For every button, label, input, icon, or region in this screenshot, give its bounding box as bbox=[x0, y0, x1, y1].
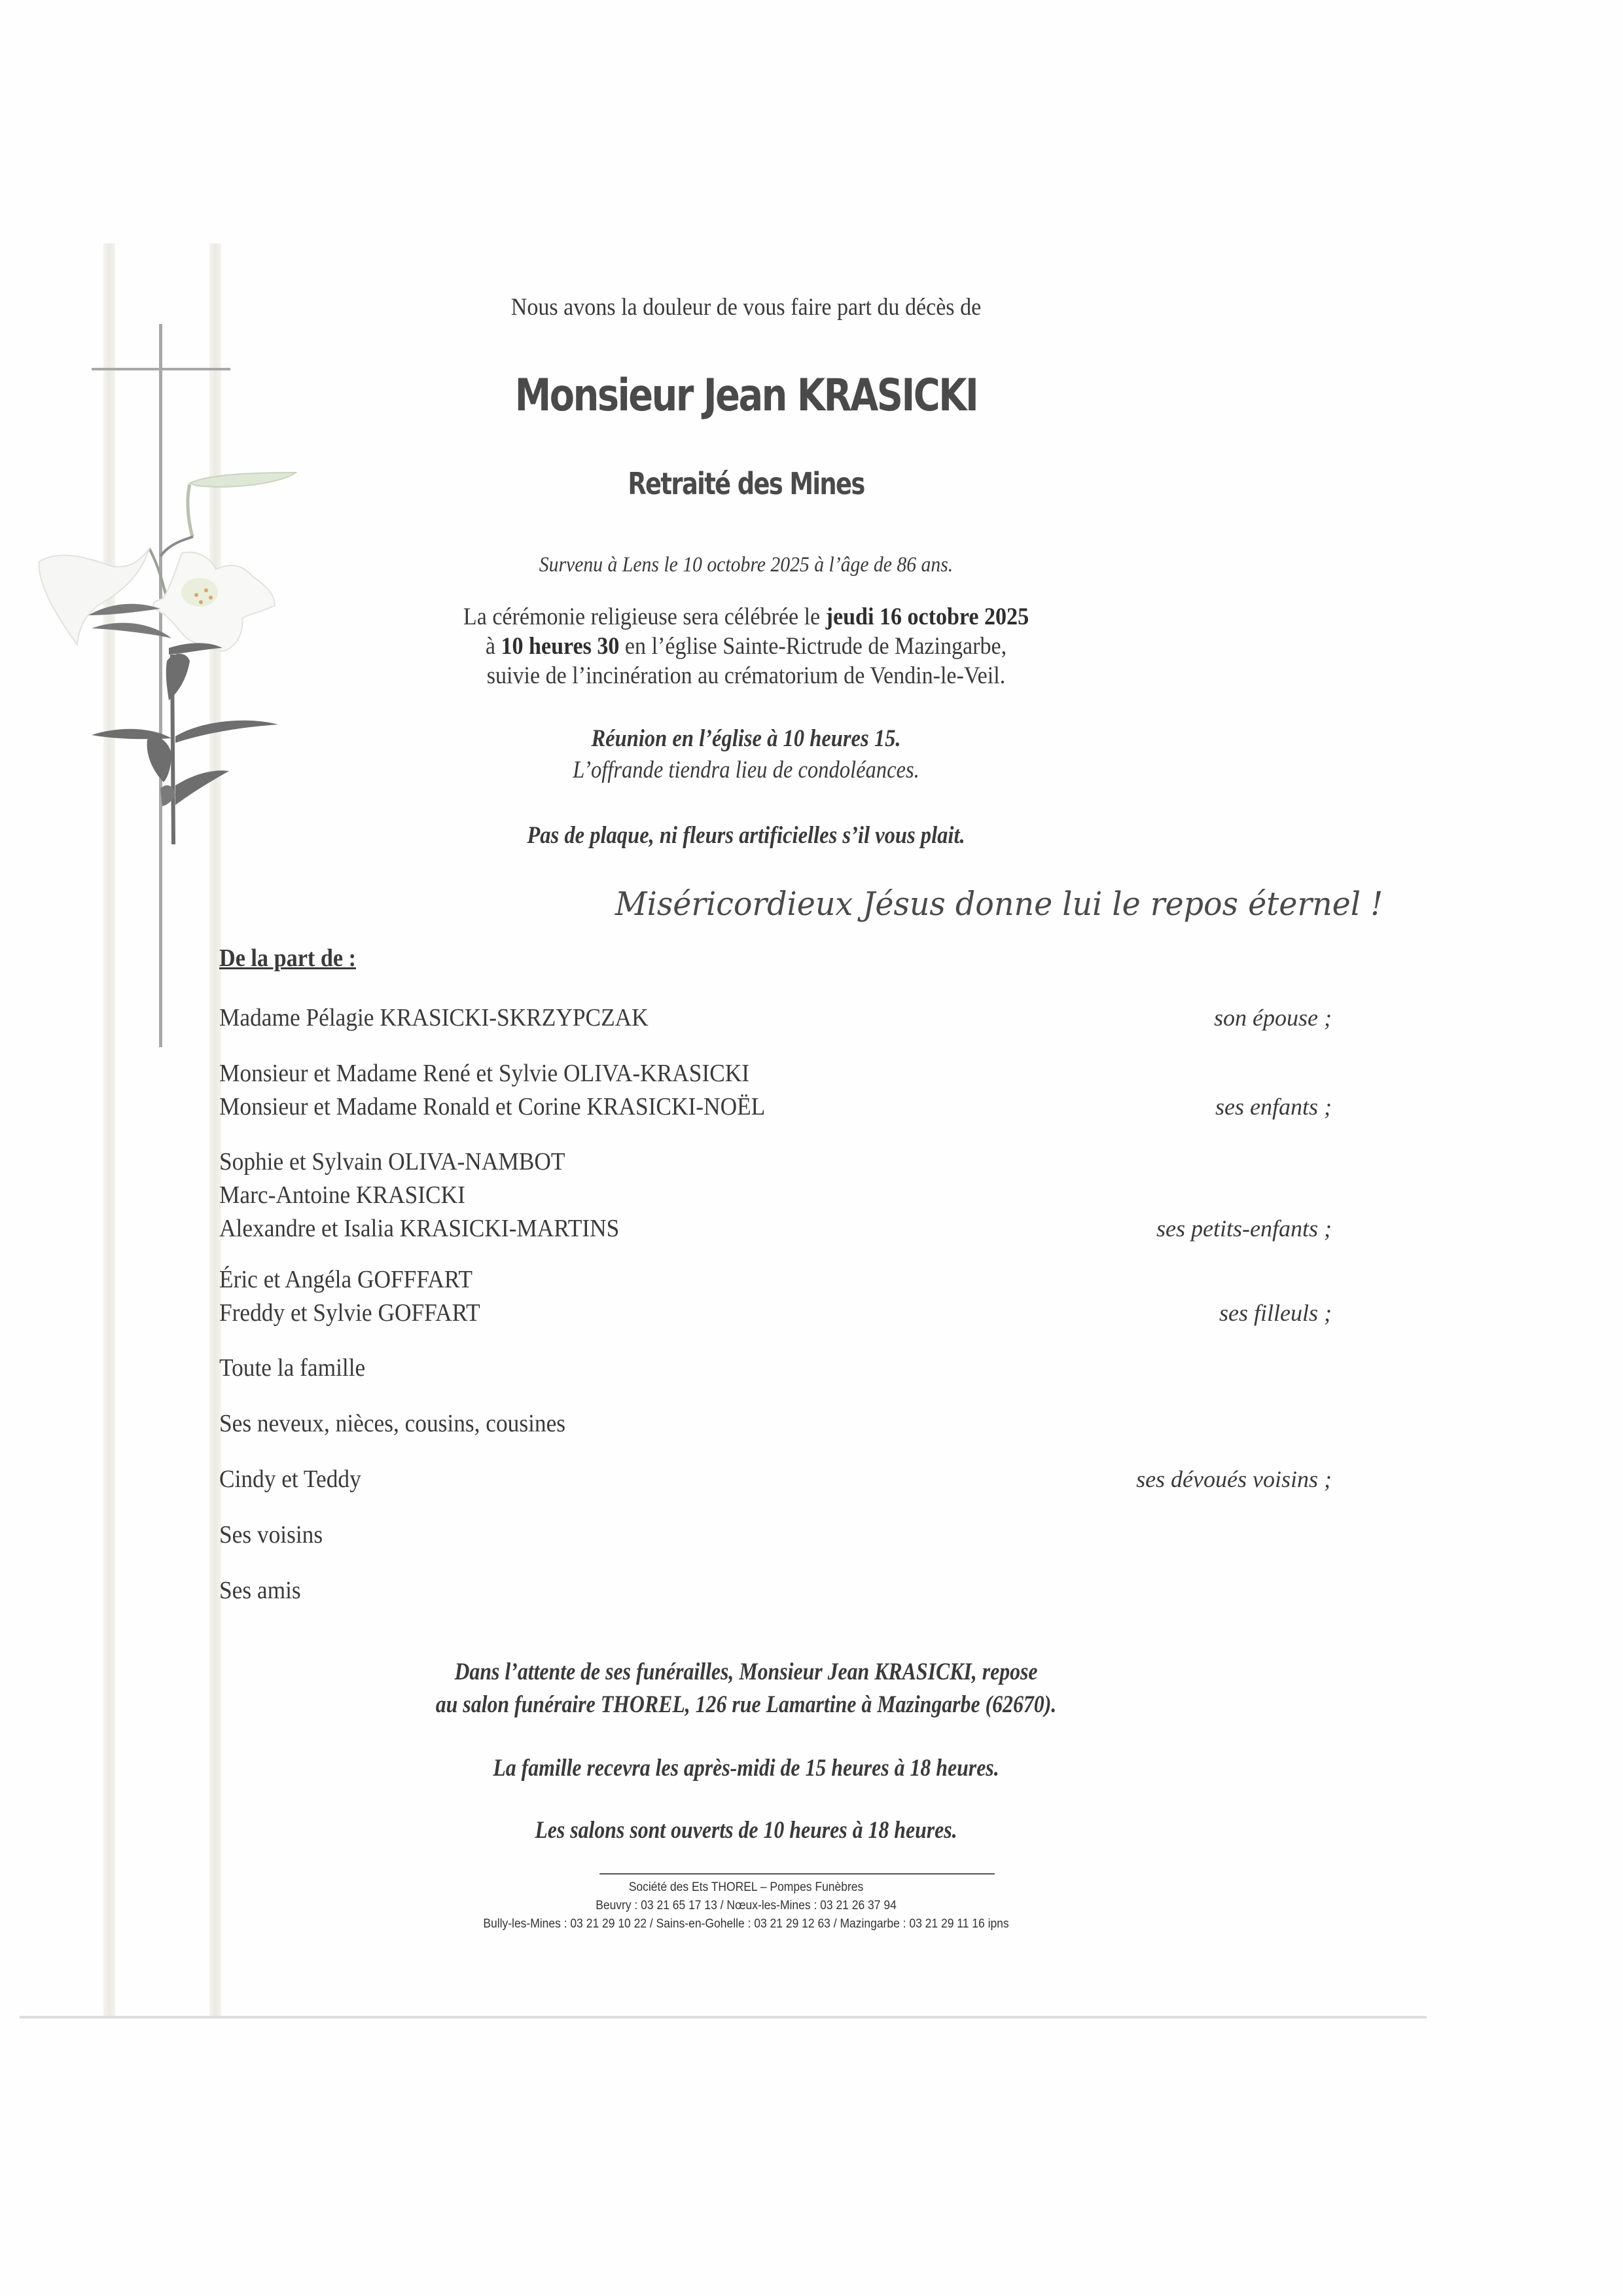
family-group bbox=[219, 1518, 1332, 1552]
family-member: Alexandre et Isalia KRASICKI-MARTINS bbox=[219, 1215, 620, 1242]
family-group bbox=[219, 1057, 1332, 1124]
family-visit-hours: La famille recevra les après-midi de 15 heures à 18 heures. bbox=[493, 1755, 999, 1782]
funeral-home-phones-2: Bully-les-Mines : 03 21 29 10 22 / Sains-en-Gohelle : 03 21 29 12 63 / Mazingarbe : 03 21 29 11 16 ipns bbox=[483, 1917, 1009, 1931]
no-plaque-note: Pas de plaque, ni fleurs artificielles s’il vous plait. bbox=[527, 822, 965, 849]
viewing-line-1: Dans l’attente de ses funérailles, Monsieur Jean KRASICKI, repose bbox=[454, 1659, 1038, 1685]
family-member: Sophie et Sylvain OLIVA-NAMBOT bbox=[219, 1148, 565, 1175]
family-member: Ses neveux, nièces, cousins, cousines bbox=[219, 1410, 566, 1437]
family-member: Ses voisins bbox=[219, 1521, 323, 1549]
intro-text: Nous avons la douleur de vous faire part du décès de bbox=[510, 294, 982, 321]
family-group bbox=[219, 1574, 1332, 1607]
family-member: Cindy et Teddy bbox=[219, 1465, 361, 1493]
reunion-note: Réunion en l’église à 10 heures 15. bbox=[591, 725, 901, 752]
funeral-home-footer bbox=[60, 1878, 1433, 1933]
ceremony-location: en l’église Sainte-Rictrude de Mazingarbe, bbox=[619, 633, 1007, 660]
profession: Retraité des Mines bbox=[628, 466, 865, 501]
family-group bbox=[219, 1463, 1332, 1496]
offering-note: L’offrande tiendra lieu de condoléances. bbox=[573, 757, 919, 783]
ceremony-details bbox=[60, 602, 1433, 691]
from-heading: De la part de : bbox=[219, 944, 356, 972]
footer-divider bbox=[599, 1873, 995, 1874]
family-group bbox=[219, 1263, 1332, 1330]
ceremony-text: La cérémonie religieuse sera célébrée le bbox=[463, 603, 826, 630]
family-member: Marc-Antoine KRASICKI bbox=[219, 1181, 465, 1209]
prayer-text: Miséricordieux Jésus donne lui le repos éternel ! bbox=[615, 885, 1383, 923]
family-group bbox=[219, 1407, 1332, 1441]
family-group bbox=[219, 1145, 1332, 1246]
deceased-name: Monsieur Jean KRASICKI bbox=[514, 370, 978, 422]
family-relation: ses filleuls ; bbox=[1219, 1300, 1332, 1326]
family-group bbox=[219, 1352, 1332, 1385]
viewing-line-2: au salon funéraire THOREL, 126 rue Lamartine à Mazingarbe (62670). bbox=[435, 1691, 1057, 1718]
family-relation: son épouse ; bbox=[1214, 1005, 1332, 1031]
family-relation: ses petits-enfants ; bbox=[1156, 1215, 1332, 1242]
family-member: Éric et Angéla GOFFFART bbox=[219, 1266, 473, 1293]
ceremony-line-1 bbox=[60, 602, 1433, 632]
viewing-info bbox=[105, 1656, 1388, 1721]
ceremony-prefix: à bbox=[485, 633, 501, 660]
family-relation: ses dévoués voisins ; bbox=[1136, 1466, 1332, 1492]
notes-block bbox=[90, 723, 1402, 786]
family-relation: ses enfants ; bbox=[1215, 1094, 1332, 1120]
family-member: Monsieur et Madame René et Sylvie OLIVA-KRASICKI bbox=[219, 1060, 750, 1087]
family-member: Monsieur et Madame Ronald et Corine KRASICKI-NOËL bbox=[219, 1093, 766, 1121]
funeral-home-name: Société des Ets THOREL – Pompes Funèbres bbox=[628, 1880, 864, 1894]
death-notice: Survenu à Lens le 10 octobre 2025 à l’âge de 86 ans. bbox=[539, 553, 954, 577]
funeral-home-phones-1: Beuvry : 03 21 65 17 13 / Nœux-les-Mines : 03 21 26 37 94 bbox=[596, 1899, 897, 1912]
family-group bbox=[219, 1001, 1332, 1035]
page-bottom-edge bbox=[20, 2016, 1427, 2018]
ceremony-time: 10 heures 30 bbox=[501, 633, 620, 660]
ceremony-line-3: suivie de l’incinération au crématorium de Vendin-le-Veil. bbox=[486, 662, 1006, 689]
family-member: Ses amis bbox=[219, 1577, 301, 1604]
family-member: Madame Pélagie KRASICKI-SKRZYPCZAK bbox=[219, 1004, 649, 1031]
ceremony-date: jeudi 16 octobre 2025 bbox=[825, 603, 1029, 630]
ceremony-line-2 bbox=[60, 632, 1433, 661]
family-member: Freddy et Sylvie GOFFART bbox=[219, 1299, 480, 1327]
salon-hours: Les salons sont ouverts de 10 heures à 18 heures. bbox=[535, 1817, 957, 1844]
family-member: Toute la famille bbox=[219, 1354, 366, 1382]
